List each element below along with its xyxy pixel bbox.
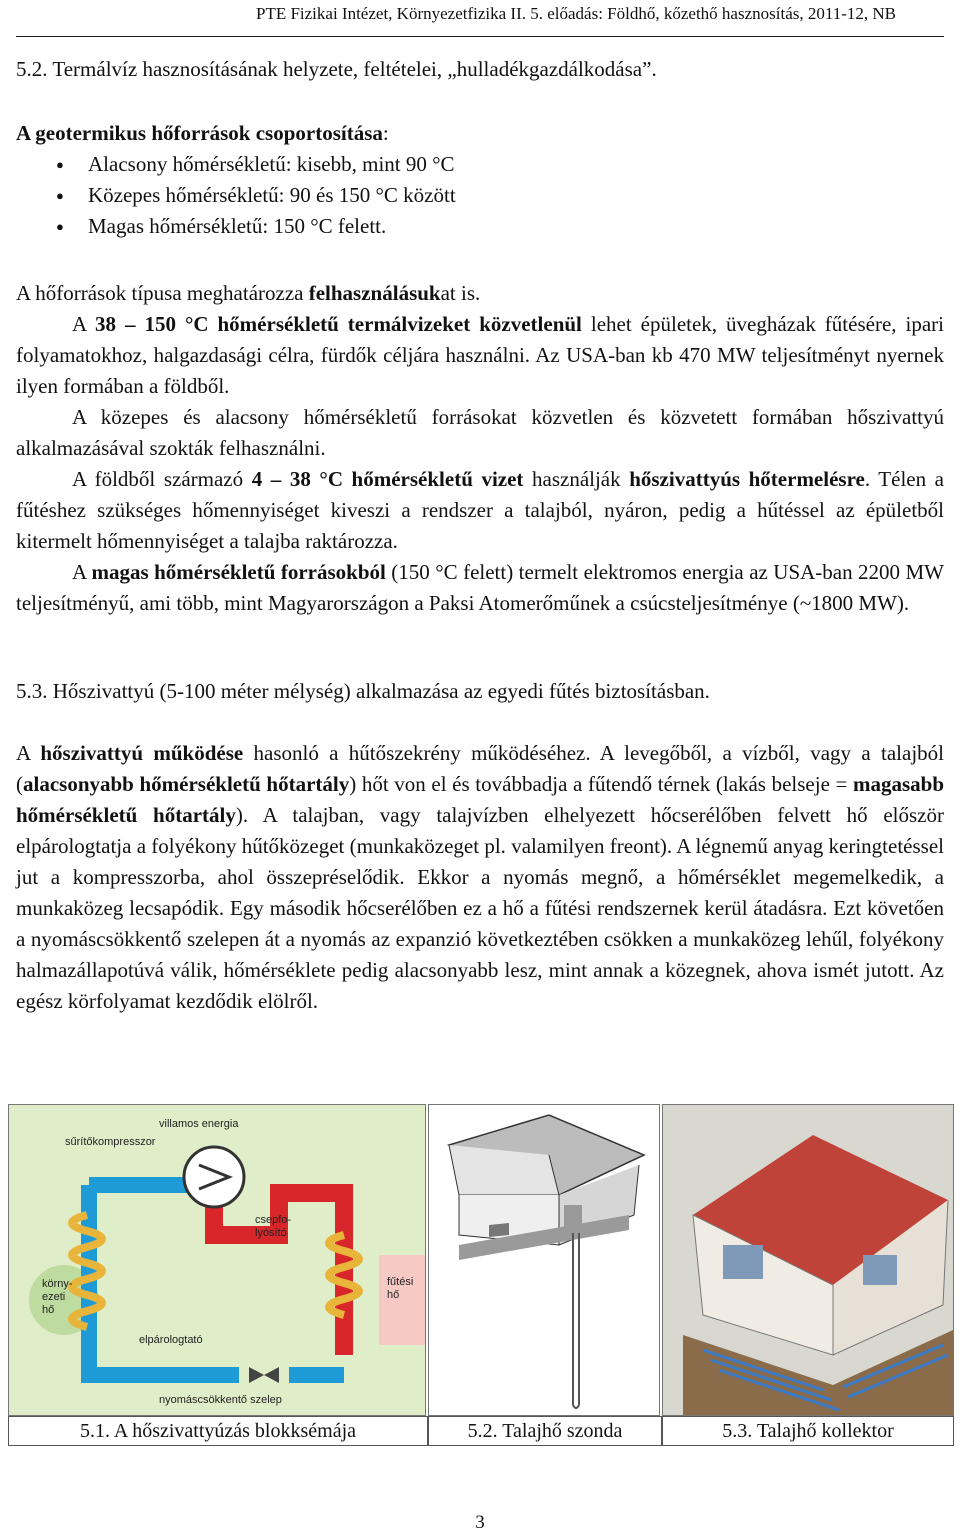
grouping-heading <box>16 118 944 149</box>
label-evaporator: elpárologtató <box>139 1334 203 1346</box>
p3-c: használják <box>523 467 630 491</box>
p3-d: hőszivattyús hőtermelésre <box>629 467 865 491</box>
p4-a: A <box>72 560 92 584</box>
usage-post: at is. <box>440 281 481 305</box>
p5-e: ) hőt von el és továbbadja a fűtendő térnek (lakás belseje = <box>349 772 853 796</box>
label-ambient-3: hő <box>42 1304 55 1316</box>
usage-bold: felhasználásuk <box>308 281 441 305</box>
p5-b: hőszivattyú működése <box>40 741 244 765</box>
label-ambient-2: ezeti <box>42 1291 66 1303</box>
paragraph-5 <box>16 738 944 1017</box>
page-header: PTE Fizikai Intézet, Környezetfizika II. 5. előadás: Földhő, kőzethő hasznosítás, 2011-12, NB <box>255 4 896 23</box>
label-ambient-1: körny- <box>42 1278 73 1290</box>
p5-f: magasabb hőmérsékletű hőtartály <box>16 772 944 827</box>
label-heat-1: fűtési <box>387 1276 414 1288</box>
heat-pump-svg <box>9 1105 426 1416</box>
section-title: 5.2. Termálvíz hasznosításának helyzete, feltételei, „hulladékgazdálkodása”. <box>16 57 657 81</box>
label-compressor: sűrítőkompresszor <box>65 1136 156 1148</box>
compressor-symbol <box>184 1147 244 1207</box>
grouping-colon: : <box>382 121 389 145</box>
page-number: 3 <box>475 1512 485 1533</box>
list-item: ● Magas hőmérsékletű: 150 °C felett. <box>16 211 944 242</box>
p5-a: A <box>16 741 41 765</box>
usage-line <box>16 278 944 309</box>
label-power: villamos energia <box>159 1118 239 1130</box>
paragraph-2: A közepes és alacsony hőmérsékletű forrásokat közvetlen és közvetett formában hőszivattyú alkalmazásával szokták felhasználni. <box>16 405 944 460</box>
ground-collector-figure <box>662 1104 954 1416</box>
p5-d: alacsonyabb hőmérsékletű hőtartály <box>23 772 350 796</box>
ground-probe-figure <box>428 1104 660 1416</box>
p5-g: ). A talajban, vagy talajvízben elhelyezett hőcserélőben felvett hő először elpárologtatja a folyékony hűtőközeget (munkaközeget pl. valamilyen freont). A légnemű anyag keringtetéssel jut a kompresszorba, ahol összepréselődik. Ekkor a nyomás megnő, a hőmérséklet megemelkedik, a munkaközeg lecsapódik. Egy második hőcserélőben ez a hő a fűtési rendszernek kerül átadásra. Ezt követően a nyomáscsökkentő szelepen át a nyomás az expanzió következtében csökken a munkaközeg lehűl, folyékony halmazállapotúvá válik, hőmérséklete pedig alacsonyabb lesz, mint annak a közegnek, ahova ismét jutott. Az egész körfolyamat kezdődik elölről. <box>16 803 944 1013</box>
collector-window-1 <box>723 1245 763 1279</box>
paragraph-1 <box>16 309 944 402</box>
paragraph-4 <box>16 557 944 619</box>
p3-b: 4 – 38 °C hőmérsékletű vizet <box>251 467 524 491</box>
ground-probe-svg <box>429 1105 660 1416</box>
list-item: ● Közepes hőmérsékletű: 90 és 150 °C között <box>16 180 944 211</box>
p1-c: lehet épületek, üvegházak fűtésére, ipari folyamatokhoz, halgazdasági célra, fürdők céljára használni. Az USA-ban kb 470 MW teljesítményt nyernek ilyen formában a földből. <box>16 312 944 398</box>
p3-e: . Télen a fűtéshez szükséges hőmennyiséget kiveszi a rendszer a talajból, nyáron, pedig a hűtéssel az épületből kitermelt hőmennyiséget a talajba raktározza. <box>16 467 944 553</box>
header-rule <box>16 36 944 37</box>
label-heat-2: hő <box>387 1289 400 1301</box>
figure-row <box>8 1104 954 1446</box>
grouping-title: A geotermikus hőforrások csoportosítása <box>16 121 383 145</box>
caption-2: 5.2. Talajhő szonda <box>428 1416 662 1446</box>
p3-a: A földből származó <box>72 467 252 491</box>
list-item: ● Alacsony hőmérsékletű: kisebb, mint 90 °C <box>16 149 944 180</box>
caption-1: 5.1. A hőszivattyúzás blokksémája <box>8 1416 428 1446</box>
p5-c: hasonló a hűtőszekrény működéséhez. A levegőből, a vízből, vagy a talajból ( <box>16 741 944 796</box>
ground-collector-svg <box>663 1105 954 1416</box>
p1-b: 38 – 150 °C hőmérsékletű termálvizeket közvetlenül <box>95 312 582 336</box>
heat-pump-diagram <box>8 1104 426 1416</box>
p1-a: A <box>72 312 95 336</box>
p4-b: magas hőmérsékletű forrásokból <box>91 560 386 584</box>
label-condenser-1: csepfo- <box>255 1214 292 1226</box>
label-condenser-2: lyósító <box>255 1227 287 1239</box>
section2-title: 5.3. Hőszivattyú (5-100 méter mélység) alkalmazása az egyedi fűtés biztosításban. <box>16 679 710 703</box>
grouping-list <box>16 149 944 242</box>
paragraph-3 <box>16 464 944 557</box>
usage-pre: A hőforrások típusa meghatározza <box>16 281 309 305</box>
label-valve: nyomáscsökkentő szelep <box>159 1394 282 1406</box>
caption-3: 5.3. Talajhő kollektor <box>662 1416 954 1446</box>
collector-window-2 <box>863 1255 897 1285</box>
p4-c: (150 °C felett) termelt elektromos energia az USA-ban 2200 MW teljesítményű, ami több, mint Magyarországon a Paksi Atomerőműnek a csúcsteljesítménye (~1800 MW). <box>16 560 944 615</box>
house-door <box>489 1223 509 1237</box>
grouping-block <box>16 118 944 242</box>
